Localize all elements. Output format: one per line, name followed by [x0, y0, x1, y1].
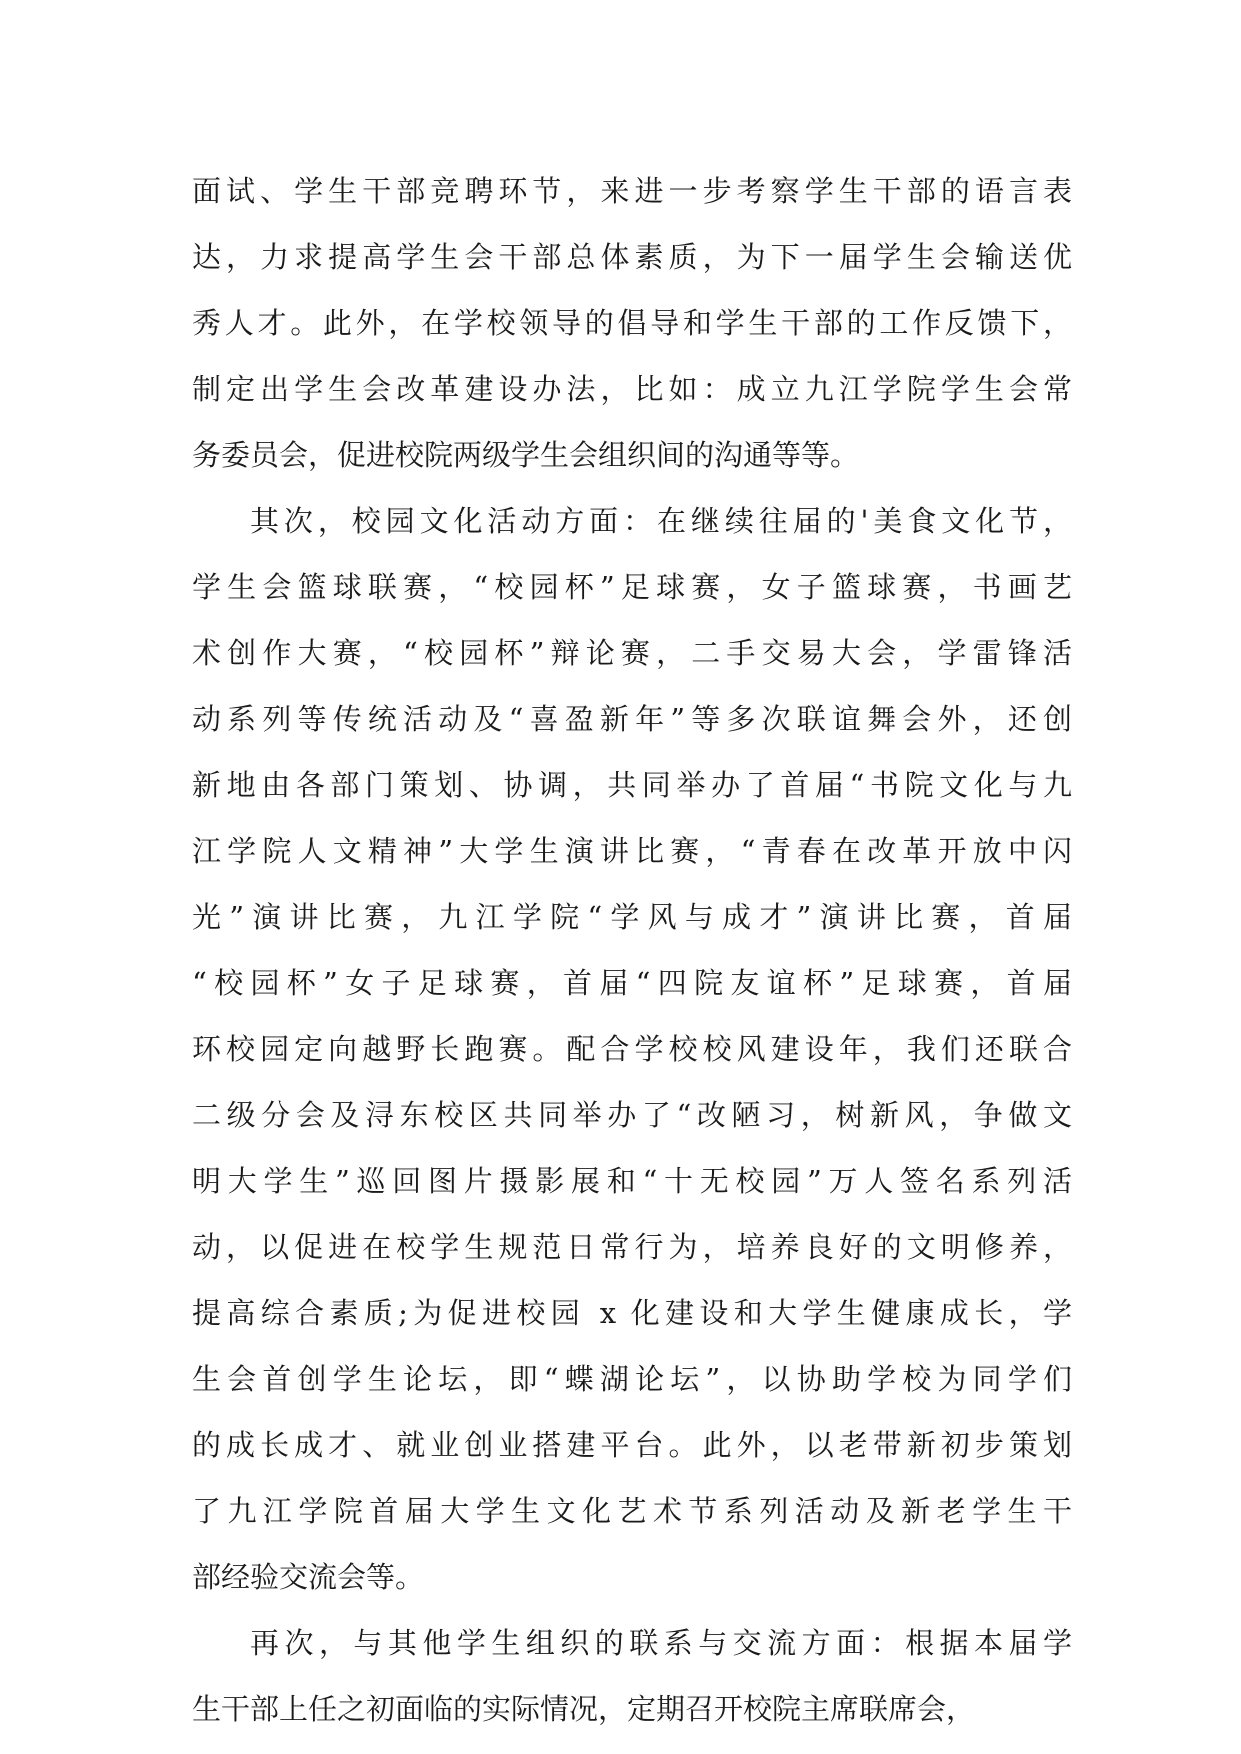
text-line: 学生会篮球联赛，“校园杯”足球赛，女子篮球赛，书画艺	[192, 570, 1072, 604]
text-line: 二级分会及浔东校区共同举办了“改陋习，树新风，争做文	[192, 1098, 1072, 1132]
text-line: “校园杯”女子足球赛，首届“四院友谊杯”足球赛，首届	[192, 966, 1072, 1000]
text-line: 光”演讲比赛，九江学院“学风与成才”演讲比赛，首届	[192, 900, 1072, 934]
text-line: 环校园定向越野长跑赛。配合学校校风建设年，我们还联合	[192, 1032, 1072, 1066]
text-line: 动系列等传统活动及“喜盈新年”等多次联谊舞会外，还创	[192, 702, 1072, 736]
paragraph	[192, 158, 1072, 488]
text-line: 术创作大赛，“校园杯”辩论赛，二手交易大会，学雷锋活	[192, 636, 1072, 670]
text-line: 明大学生”巡回图片摄影展和“十无校园”万人签名系列活	[192, 1164, 1072, 1198]
text-line: 达，力求提高学生会干部总体素质，为下一届学生会输送优	[192, 240, 1072, 274]
text-line: 务委员会，促进校院两级学生会组织间的沟通等等。	[192, 438, 860, 472]
document-body	[192, 158, 1072, 1742]
text-line: 其次，校园文化活动方面：在继续往届的'美食文化节，	[250, 504, 1072, 538]
text-line: 面试、学生干部竞聘环节，来进一步考察学生干部的语言表	[192, 174, 1072, 208]
text-line: 动，以促进在校学生规范日常行为，培养良好的文明修养，	[192, 1230, 1072, 1264]
text-line: 制定出学生会改革建设办法，比如：成立九江学院学生会常	[192, 372, 1072, 406]
text-line: 生会首创学生论坛，即“蝶湖论坛”，以协助学校为同学们	[192, 1362, 1072, 1396]
text-line: 秀人才。此外，在学校领导的倡导和学生干部的工作反馈下，	[192, 306, 1072, 340]
paragraph	[192, 1610, 1072, 1742]
paragraph	[192, 488, 1072, 1610]
text-line: 了九江学院首届大学生文化艺术节系列活动及新老学生干	[192, 1494, 1072, 1528]
text-line: 部经验交流会等。	[192, 1560, 425, 1594]
text-line: 生干部上任之初面临的实际情况，定期召开校院主席联席会，	[192, 1692, 976, 1726]
text-line: 江学院人文精神”大学生演讲比赛，“青春在改革开放中闪	[192, 834, 1072, 868]
text-line: 新地由各部门策划、协调，共同举办了首届“书院文化与九	[192, 768, 1072, 802]
text-line: 提高综合素质;为促进校园 x 化建设和大学生健康成长，学	[192, 1296, 1072, 1330]
text-line: 的成长成才、就业创业搭建平台。此外，以老带新初步策划	[192, 1428, 1072, 1462]
text-line: 再次，与其他学生组织的联系与交流方面：根据本届学	[250, 1626, 1072, 1660]
